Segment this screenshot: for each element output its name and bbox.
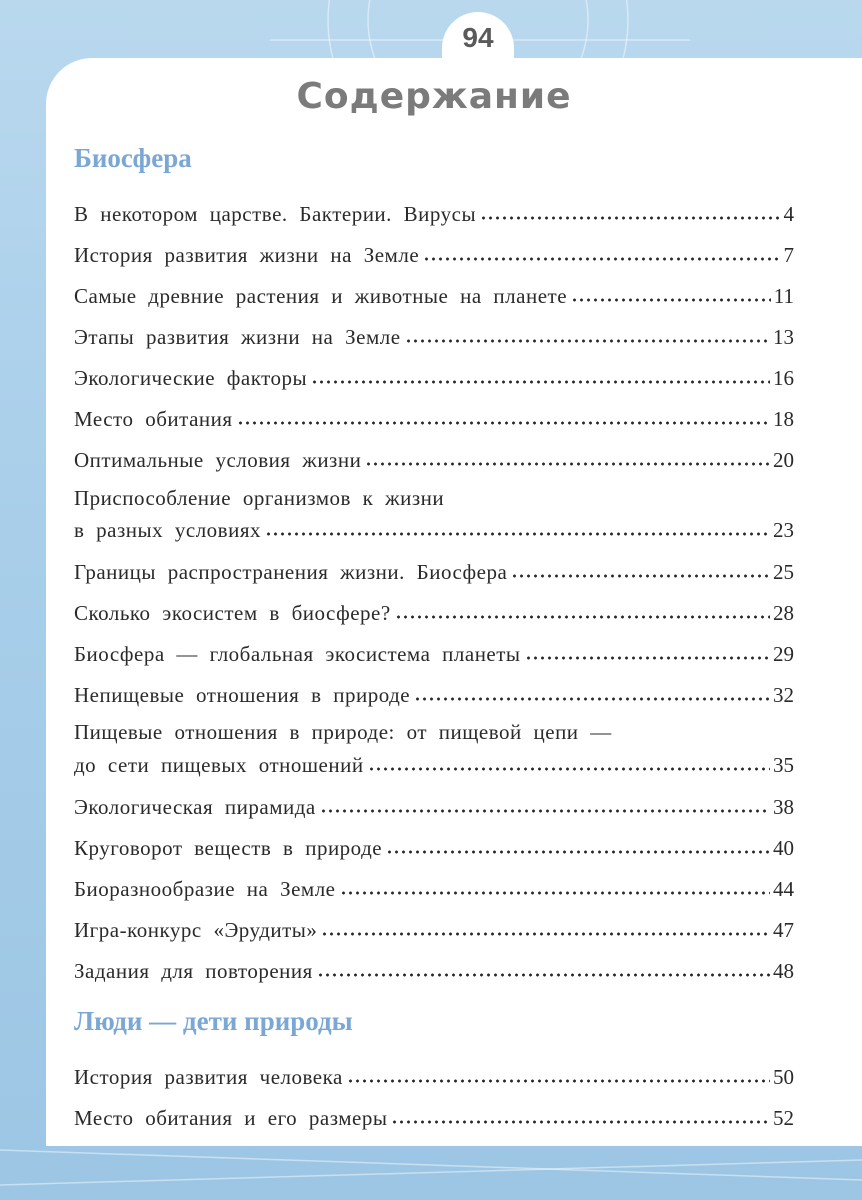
- toc-entry[interactable]: Круговорот веществ в природе 40: [74, 836, 794, 860]
- toc-entry[interactable]: до сети пищевых отношений 35: [74, 753, 794, 777]
- section-heading: Люди — дети природы: [74, 1006, 353, 1036]
- toc-entry[interactable]: Сколько экосистем в биосфере? 28: [74, 601, 794, 625]
- toc-entry[interactable]: Непищевые отношения в природе 32: [74, 683, 794, 707]
- section-heading: Биосфера: [74, 143, 192, 173]
- toc-entry[interactable]: Самые древние растения и животные на планете 11: [74, 284, 794, 308]
- toc-entry[interactable]: Оптимальные условия жизни 20: [74, 448, 794, 472]
- page-number: 94: [462, 22, 494, 53]
- toc-entry-line1[interactable]: Пищевые отношения в природе: от пищевой цепи —: [74, 720, 612, 744]
- toc-entry[interactable]: Этапы развития жизни на Земле 13: [74, 325, 794, 349]
- toc-entry[interactable]: История развития жизни на Земле 7: [74, 243, 794, 267]
- toc-entry[interactable]: Задания для повторения 48: [74, 959, 794, 983]
- page-title: Содержание: [296, 76, 572, 117]
- toc-entry[interactable]: Экологические факторы 16: [74, 366, 794, 390]
- toc-entry-line1[interactable]: Приспособление организмов к жизни: [74, 486, 445, 510]
- toc-entry[interactable]: В некотором царстве. Бактерии. Вирусы 4: [74, 202, 794, 226]
- toc-entry[interactable]: Границы распространения жизни. Биосфера 25: [74, 560, 794, 584]
- toc-entry[interactable]: Место обитания 18: [74, 407, 794, 431]
- toc-entry[interactable]: Место обитания и его размеры 52: [74, 1106, 794, 1130]
- toc-entry[interactable]: в разных условиях 23: [74, 518, 794, 542]
- toc-entry[interactable]: Игра-конкурс «Эрудиты» 47: [74, 918, 794, 942]
- toc-entry[interactable]: Экологическая пирамида 38: [74, 795, 794, 819]
- toc-entry[interactable]: История развития человека 50: [74, 1065, 794, 1089]
- toc-entry[interactable]: Биосфера — глобальная экосистема планеты 29: [74, 642, 794, 666]
- toc-entry[interactable]: Биоразнообразие на Земле 44: [74, 877, 794, 901]
